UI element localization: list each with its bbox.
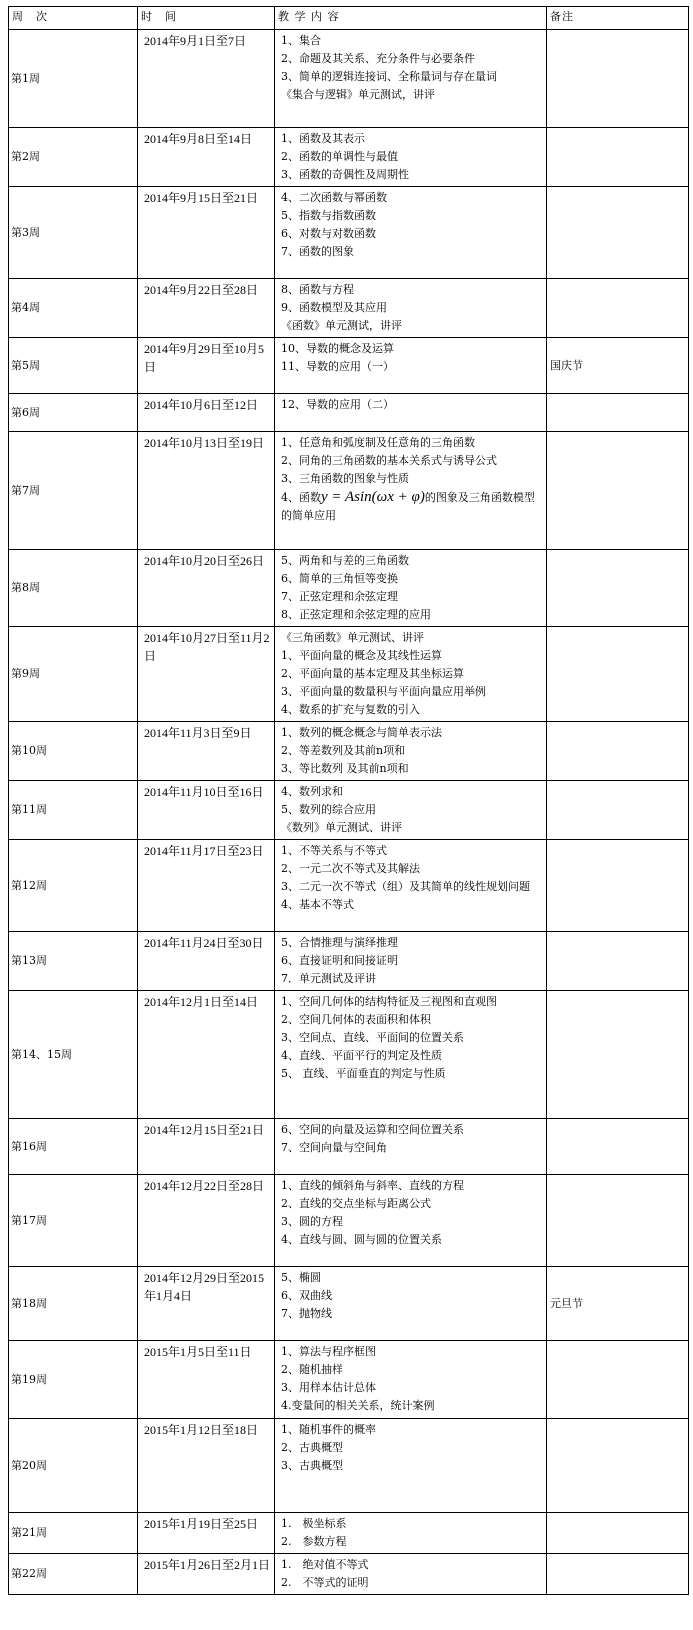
content-cell: [275, 1513, 547, 1554]
content-cell: [275, 30, 547, 128]
content-line: 2. 参数方程: [281, 1535, 347, 1548]
content-line: 8、正弦定理和余弦定理的应用: [281, 608, 431, 621]
time-cell: 2014年12月29日至2015年1月4日: [138, 1267, 275, 1341]
content-line: 3、函数的奇偶性及周期性: [281, 168, 409, 181]
content-line: 1、空间几何体的结构特征及三视图和直观图: [281, 995, 497, 1008]
time-cell: 2015年1月12日至18日: [138, 1419, 275, 1513]
content-line: 5、合情推理与演绎推理: [281, 936, 398, 949]
note-cell: [547, 1175, 689, 1267]
content-line: 2、古典概型: [281, 1441, 343, 1454]
content-line: 4、数列求和: [281, 785, 343, 798]
content-cell: [275, 932, 547, 991]
note-cell: [547, 279, 689, 338]
content-cell: [275, 279, 547, 338]
content-line: 4、二次函数与幂函数: [281, 191, 387, 204]
header-content: 教 学 内 容: [275, 7, 547, 30]
content-line: 2、直线的交点坐标与距离公式: [281, 1197, 431, 1210]
content-line: 11、导数的应用（一）: [281, 360, 394, 373]
content-cell: [275, 1267, 547, 1341]
content-cell: [275, 840, 547, 932]
time-cell: 2015年1月19日至25日: [138, 1513, 275, 1554]
table-row: [9, 30, 689, 128]
table-row: [9, 1119, 689, 1175]
table-row: [9, 394, 689, 432]
content-line: 5、两角和与差的三角函数: [281, 554, 409, 567]
week-cell: 第18周: [9, 1267, 138, 1341]
content-cell: [275, 128, 547, 187]
week-cell: 第12周: [9, 840, 138, 932]
content-line: 3、空间点、直线、平面间的位置关系: [281, 1031, 464, 1044]
formula-prefix: 4、函数: [281, 491, 321, 504]
week-cell: 第17周: [9, 1175, 138, 1267]
content-line: 4、直线、平面平行的判定及性质: [281, 1049, 442, 1062]
note-cell: [547, 840, 689, 932]
content-cell: [275, 338, 547, 394]
header-row: [9, 7, 689, 30]
content-line: 9、函数模型及其应用: [281, 301, 387, 314]
content-line: 7、抛物线: [281, 1307, 332, 1320]
time-cell: 2014年10月20日至26日: [138, 550, 275, 627]
week-cell: 第4周: [9, 279, 138, 338]
content-line: 2、空间几何体的表面积和体积: [281, 1013, 431, 1026]
content-line: 《三角函数》单元测试、讲评: [281, 631, 424, 644]
week-cell: 第5周: [9, 338, 138, 394]
week-cell: 第9周: [9, 627, 138, 722]
table-row: [9, 627, 689, 722]
content-line: 3、简单的逻辑连接词、全称量词与存在量词: [281, 70, 497, 83]
content-line: 3、用样本估计总体: [281, 1381, 376, 1394]
content-line: 7、空间向量与空间角: [281, 1141, 387, 1154]
content-cell: [275, 394, 547, 432]
table-row: [9, 338, 689, 394]
content-line: 7、函数的图象: [281, 245, 354, 258]
content-line: 3、等比数列 及其前n项和: [281, 762, 409, 775]
time-cell: 2014年11月10日至16日: [138, 781, 275, 840]
week-cell: 第6周: [9, 394, 138, 432]
content-line: 2、同角的三角函数的基本关系式与诱导公式: [281, 454, 497, 467]
content-line: 2、命题及其关系、充分条件与必要条件: [281, 52, 475, 65]
content-line: 6、双曲线: [281, 1289, 332, 1302]
note-cell: [547, 1119, 689, 1175]
content-cell: [275, 1119, 547, 1175]
note-cell: 元旦节: [547, 1267, 689, 1341]
content-line: 2、平面向量的基本定理及其坐标运算: [281, 667, 464, 680]
week-cell: 第16周: [9, 1119, 138, 1175]
content-line: 1、函数及其表示: [281, 132, 365, 145]
content-line: 1、不等关系与不等式: [281, 844, 387, 857]
note-cell: [547, 30, 689, 128]
content-cell: [275, 550, 547, 627]
content-line: 3、古典概型: [281, 1459, 343, 1472]
formula-suffix: 的图象及三角函数模型的简单应用: [281, 491, 535, 522]
time-cell: 2014年9月1日至7日: [138, 30, 275, 128]
note-cell: [547, 781, 689, 840]
content-line: 2. 不等式的证明: [281, 1576, 369, 1589]
table-row: [9, 781, 689, 840]
content-line: 5、数列的综合应用: [281, 803, 376, 816]
content-line: 3、平面向量的数量积与平面向量应用举例: [281, 685, 486, 698]
content-line: 2、等差数列及其前n项和: [281, 744, 406, 757]
note-cell: [547, 1513, 689, 1554]
table-row: [9, 550, 689, 627]
note-cell: [547, 1341, 689, 1419]
content-line: 2、一元二次不等式及其解法: [281, 862, 420, 875]
table-row: [9, 840, 689, 932]
table-row: [9, 1554, 689, 1595]
table-row: [9, 722, 689, 781]
content-cell: [275, 991, 547, 1119]
week-cell: 第1周: [9, 30, 138, 128]
content-line: 4.变量间的相关关系，统计案例: [281, 1399, 435, 1412]
time-cell: 2014年12月22日至28日: [138, 1175, 275, 1267]
content-line: 6、空间的向量及运算和空间位置关系: [281, 1123, 464, 1136]
teaching-schedule-table: [8, 6, 689, 1595]
content-cell: [275, 627, 547, 722]
content-line: 7．单元测试及评讲: [281, 972, 376, 985]
header-note: 备注: [547, 7, 689, 30]
content-line: 1、集合: [281, 34, 321, 47]
formula-expression: y = Asin(ωx + φ): [321, 489, 425, 505]
note-cell: [547, 722, 689, 781]
week-cell: 第10周: [9, 722, 138, 781]
week-cell: 第2周: [9, 128, 138, 187]
time-cell: 2014年12月15日至21日: [138, 1119, 275, 1175]
content-line: 8、函数与方程: [281, 283, 354, 296]
time-cell: 2015年1月26日至2月1日: [138, 1554, 275, 1595]
note-cell: [547, 991, 689, 1119]
time-cell: 2014年10月13日至19日: [138, 432, 275, 550]
week-cell: 第8周: [9, 550, 138, 627]
time-cell: 2014年10月6日至12日: [138, 394, 275, 432]
content-line: 6、简单的三角恒等变换: [281, 572, 398, 585]
content-line: 4、数系的扩充与复数的引入: [281, 703, 420, 716]
content-cell: [275, 187, 547, 279]
time-cell: 2014年11月24日至30日: [138, 932, 275, 991]
note-cell: [547, 1554, 689, 1595]
note-cell: [547, 187, 689, 279]
content-line: 1. 极坐标系: [281, 1517, 347, 1530]
content-line: 2、随机抽样: [281, 1363, 343, 1376]
content-line: 1、直线的倾斜角与斜率、直线的方程: [281, 1179, 464, 1192]
content-line: 3、二元一次不等式（组）及其简单的线性规划问题: [281, 880, 530, 893]
content-line: 5、椭圆: [281, 1271, 321, 1284]
week-cell: 第13周: [9, 932, 138, 991]
table-row: [9, 991, 689, 1119]
time-cell: 2014年9月29日至10月5日: [138, 338, 275, 394]
note-cell: 国庆节: [547, 338, 689, 394]
time-cell: 2014年9月8日至14日: [138, 128, 275, 187]
content-cell: [275, 1554, 547, 1595]
content-cell: [275, 1175, 547, 1267]
content-cell: [275, 432, 547, 550]
content-line: 5、指数与指数函数: [281, 209, 376, 222]
time-cell: 2014年11月3日至9日: [138, 722, 275, 781]
time-cell: 2014年9月15日至21日: [138, 187, 275, 279]
week-cell: 第20周: [9, 1419, 138, 1513]
note-cell: [547, 550, 689, 627]
header-time: 时 间: [138, 7, 275, 30]
content-cell: [275, 1341, 547, 1419]
week-cell: 第22周: [9, 1554, 138, 1595]
content-line: 1、任意角和弧度制及任意角的三角函数: [281, 436, 475, 449]
table-row: [9, 1175, 689, 1267]
table-row: [9, 1513, 689, 1554]
content-line: 《集合与逻辑》单元测试，讲评: [281, 88, 435, 101]
content-line: 2、函数的单调性与最值: [281, 150, 398, 163]
content-line: 1、算法与程序框图: [281, 1345, 376, 1358]
time-cell: 2014年11月17日至23日: [138, 840, 275, 932]
week-cell: 第14、15周: [9, 991, 138, 1119]
content-line: 5、 直线、平面垂直的判定与性质: [281, 1067, 446, 1080]
formula-line: [281, 488, 543, 525]
content-line: 6、直接证明和间接证明: [281, 954, 398, 967]
time-cell: 2014年10月27日至11月2日: [138, 627, 275, 722]
content-line: 12、导数的应用（二）: [281, 398, 394, 411]
content-line: 《函数》单元测试，讲评: [281, 319, 402, 332]
content-cell: [275, 781, 547, 840]
header-week: 周 次: [9, 7, 138, 30]
table-row: [9, 1419, 689, 1513]
note-cell: [547, 432, 689, 550]
content-line: 4、直线与圆、圆与圆的位置关系: [281, 1233, 442, 1246]
note-cell: [547, 627, 689, 722]
time-cell: 2015年1月5日至11日: [138, 1341, 275, 1419]
content-line: 7、正弦定理和余弦定理: [281, 590, 398, 603]
content-line: 10、导数的概念及运算: [281, 342, 394, 355]
note-cell: [547, 932, 689, 991]
note-cell: [547, 128, 689, 187]
table-row: [9, 932, 689, 991]
content-cell: [275, 722, 547, 781]
table-row: [9, 432, 689, 550]
content-line: 1、平面向量的概念及其线性运算: [281, 649, 442, 662]
time-cell: 2014年12月1日至14日: [138, 991, 275, 1119]
content-line: 《数列》单元测试、讲评: [281, 821, 402, 834]
content-line: 1、随机事件的概率: [281, 1423, 376, 1436]
content-line: 3、三角函数的图象与性质: [281, 472, 409, 485]
time-cell: 2014年9月22日至28日: [138, 279, 275, 338]
week-cell: 第7周: [9, 432, 138, 550]
content-line: 3、圆的方程: [281, 1215, 343, 1228]
content-line: 6、对数与对数函数: [281, 227, 376, 240]
content-cell: [275, 1419, 547, 1513]
content-line: 1、数列的概念概念与简单表示法: [281, 726, 442, 739]
table-row: [9, 187, 689, 279]
note-cell: [547, 1419, 689, 1513]
content-line: 1. 绝对值不等式: [281, 1558, 369, 1571]
table-row: [9, 1341, 689, 1419]
table-row: [9, 1267, 689, 1341]
content-line: 4、基本不等式: [281, 898, 354, 911]
note-cell: [547, 394, 689, 432]
table-row: [9, 128, 689, 187]
table-row: [9, 279, 689, 338]
week-cell: 第21周: [9, 1513, 138, 1554]
week-cell: 第19周: [9, 1341, 138, 1419]
week-cell: 第11周: [9, 781, 138, 840]
week-cell: 第3周: [9, 187, 138, 279]
